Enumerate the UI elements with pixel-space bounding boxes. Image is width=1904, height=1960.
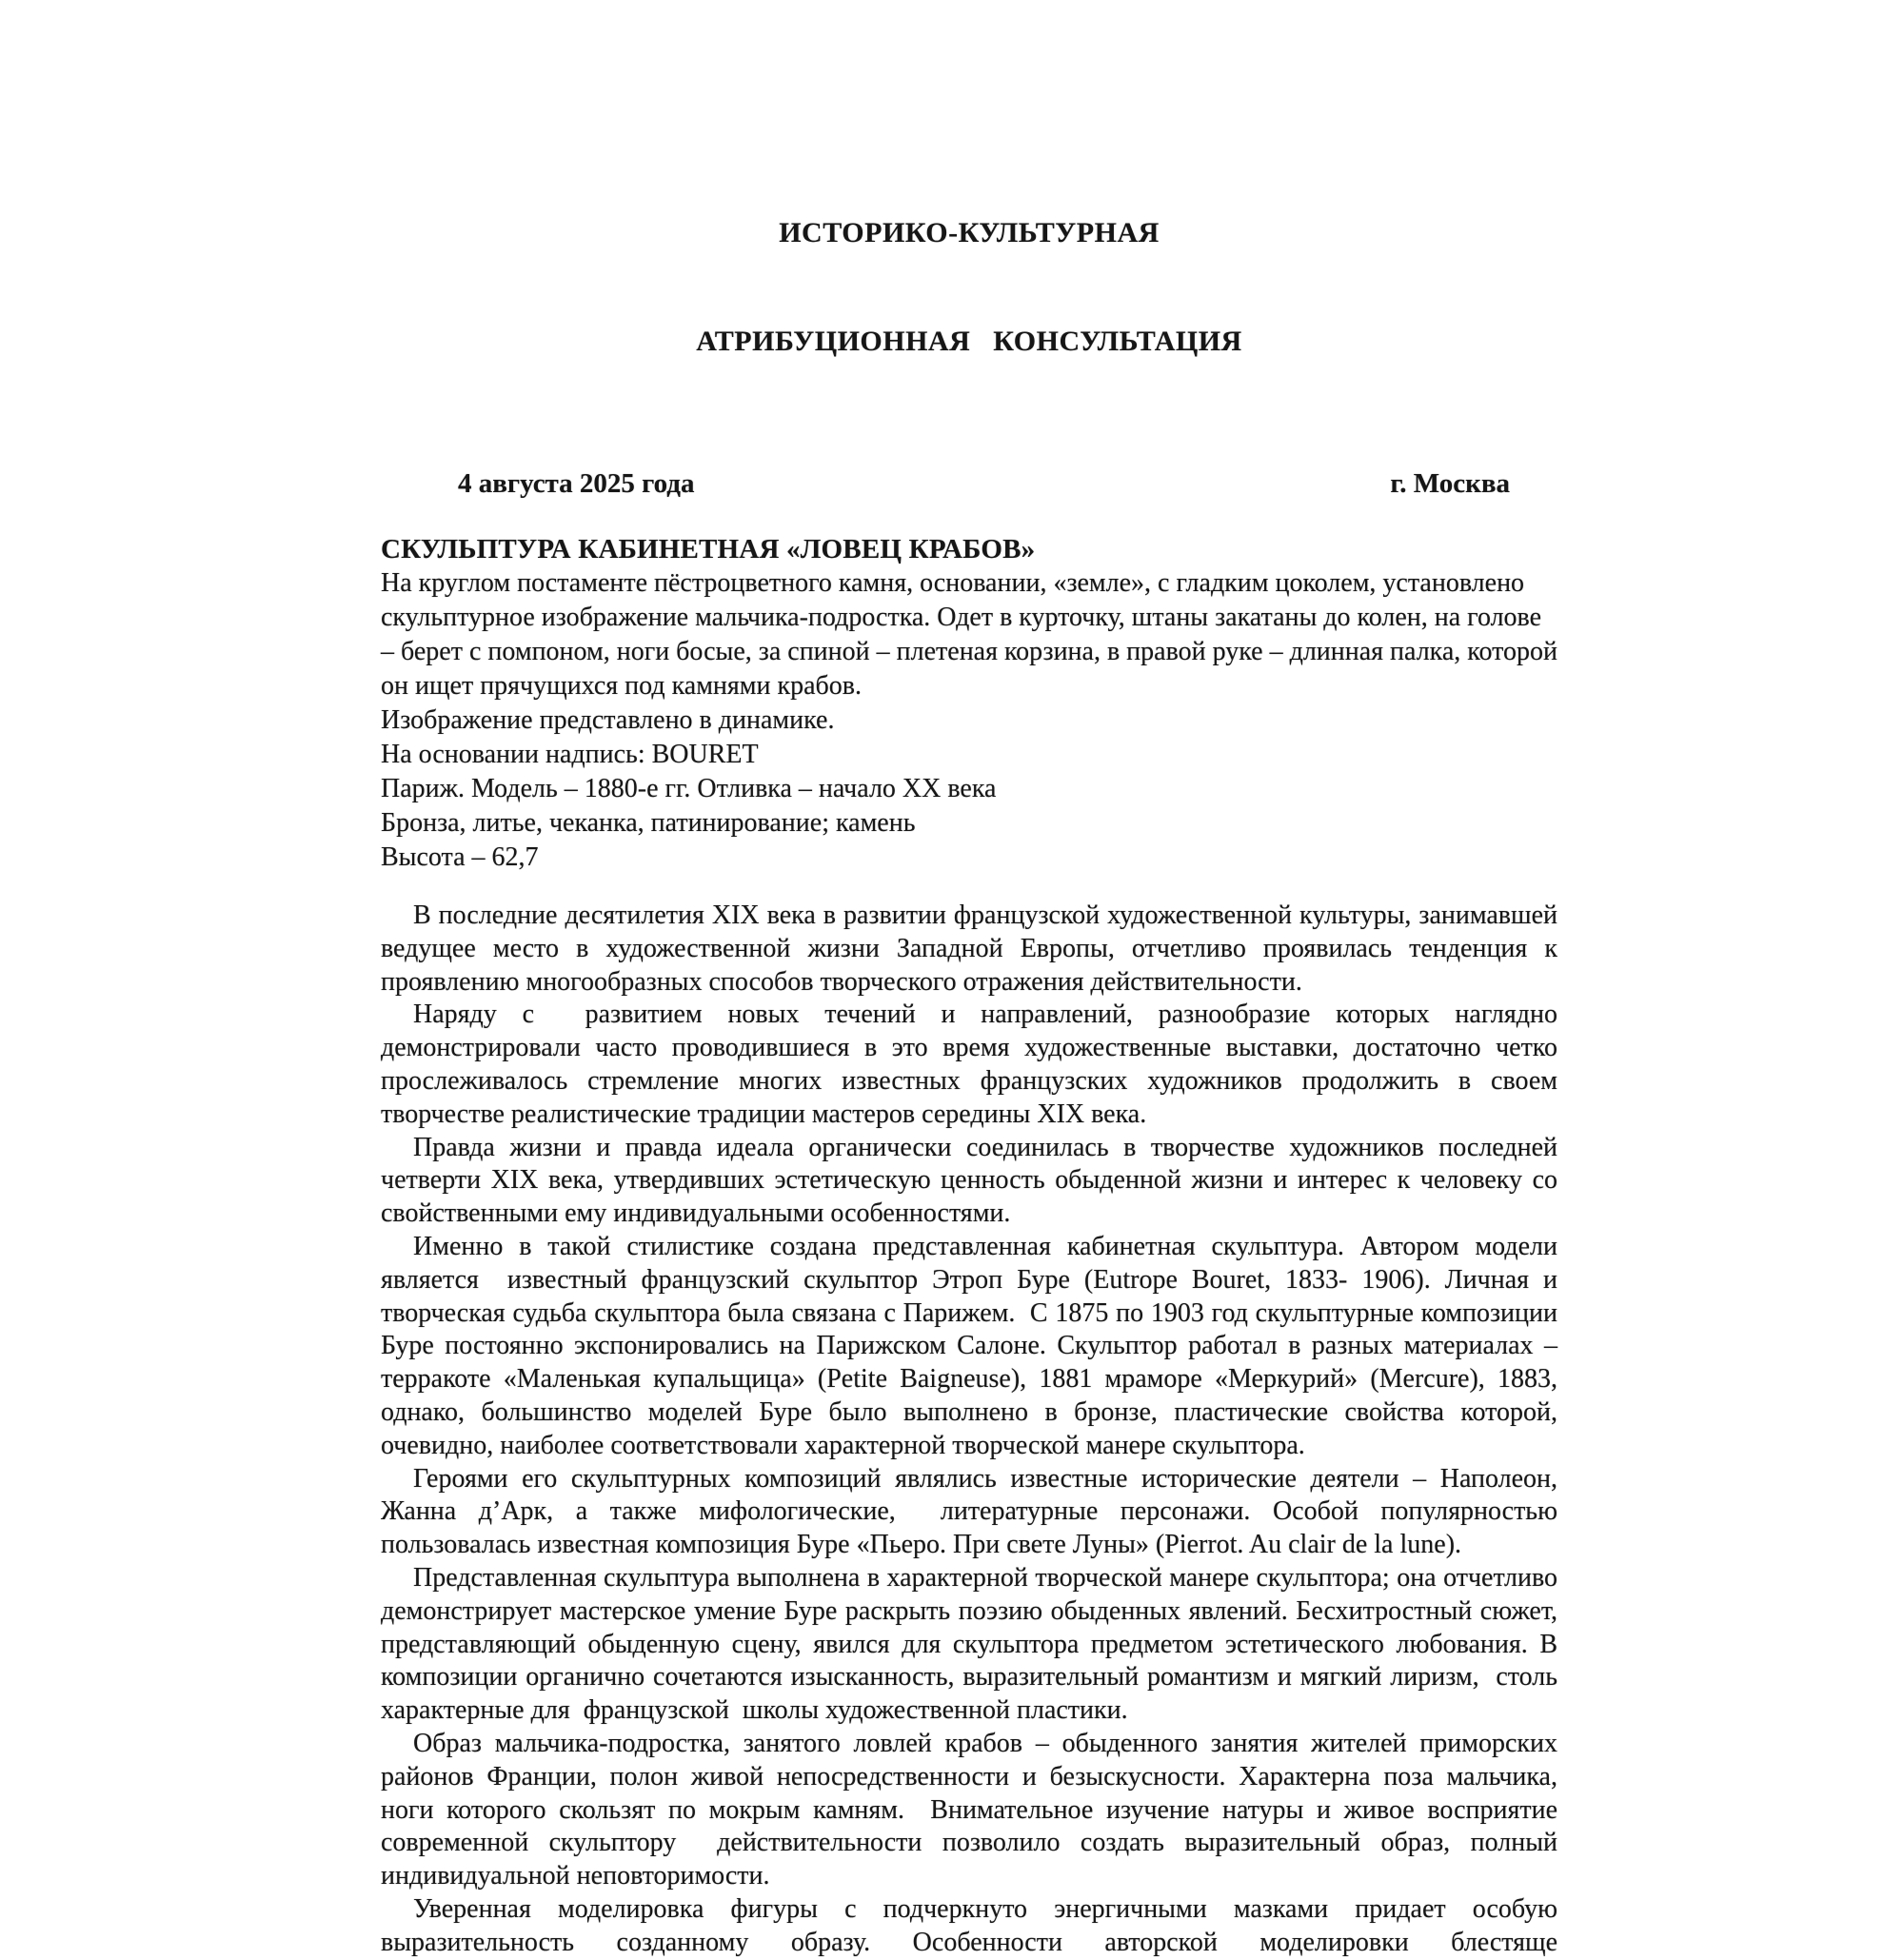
body-paragraph-1: В последние десятилетия XIX века в развитии французской художественной культуры, занимавшей ведущее место в художественной жизни Западной Европы, отчетливо проявилась тенденция к проявлению многообразных способов творческого отражения действительности. (381, 901, 1564, 997)
body-paragraph-5: Героями его скульптурных композиций являлись известные исторические деятели – Наполеон, Жанна д’Арк, а также мифологические, литературные персонажи. Особой популярностью пользовалась известная композиция Буре «Пьеро. При свете Луны» (Pierrot. Au clair de la lune). (381, 1463, 1564, 1560)
object-height-line: Высота – 62,7 (381, 842, 539, 872)
body-paragraph-4: Именно в такой стилистике создана представленная кабинетная скульптура. Автором модели является известный французский скульптор Этроп Буре (Eutrope Bouret, 1833- 1906). Личная и творческая судьба скульптора была связана с Парижем. С 1875 по 1903 год скульптурные композиции Буре постоянно экспонировались на Парижском Салоне. Скульптор работал в разных материалах – терракоте «Маленькая купальщица» (Petite Baigneuse), 1881 мраморе «Меркурий» (Mercure), 1883, однако, большинство моделей Буре было выполнено в бронзе, пластические свойства которой, очевидно, наиболее соответствовали характерной творческой манере скульптора. (381, 1231, 1564, 1460)
body-paragraph-3: Правда жизни и правда идеала органически соединилась в творчестве художников последней четверти XIX века, утвердивших эстетическую ценность обыденной жизни и интерес к человеку со свойственными ему индивидуальными особенностями. (381, 1132, 1564, 1229)
date-row (381, 466, 1557, 501)
body-paragraph-6: Представленная скульптура выполнена в характерной творческой манере скульптора; она отчетливо демонстрирует мастерское умение Буре раскрыть поэзию обыденных явлений. Бесхитростный сюжет, представляющий обыденную сцену, явился для скульптора предметом эстетического любования. В композиции органично сочетаются изысканность, выразительный романтизм и мягкий лиризм, столь характерные для французской школы художественной пластики. (381, 1562, 1564, 1726)
body-text (381, 900, 1564, 1960)
object-description: На круглом постаменте пёстроцветного камня, основании, «земле», с гладким цоколем, установлено скульптурное изображение мальчика-подростка. Одет в курточку, штаны закатаны до колен, на голове – берет с помпоном, ноги босые, за спиной – плетеная корзина, в правой руке – длинная палка, которой он ищет прячущихся под камнями крабов. (381, 568, 1564, 701)
object-materials-line: Бронза, литье, чеканка, патинирование; камень (381, 808, 916, 838)
object-heading: СКУЛЬПТУРА КАБИНЕТНАЯ «ЛОВЕЦ КРАБОВ» (381, 534, 1036, 564)
document-date: 4 августа 2025 года (458, 468, 695, 499)
title-line-1: ИСТОРИКО-КУЛЬТУРНАЯ (779, 217, 1160, 248)
body-paragraph-8: Уверенная моделировка фигуры с подчеркнуто энергичными мазками придает особую выразительность созданному образу. Особенности авторской моделировки блестяще (381, 1893, 1564, 1957)
object-dynamics-line: Изображение представлено в динамике. (381, 705, 835, 735)
object-origin-line: Париж. Модель – 1880-е гг. Отливка – начало XX века (381, 774, 997, 803)
title-line-2: АТРИБУЦИОННАЯ КОНСУЛЬТАЦИЯ (696, 326, 1242, 357)
document-title (381, 143, 1557, 432)
body-paragraph-7: Образ мальчика-подростка, занятого ловлей крабов – обыденного занятия жителей приморских районов Франции, полон живой непосредственности и безыскусности. Характерна поза мальчика, ноги которого скользят по мокрым камням. Внимательное изучение натуры и живое восприятие современной скульптору действительности позволило создать выразительный образ, полный индивидуальной неповторимости. (381, 1728, 1564, 1891)
object-inscription-line: На основании надпись: BOURET (381, 740, 759, 769)
body-paragraph-2: Наряду с развитием новых течений и направлений, разнообразие которых наглядно демонстрировали часто проводившиеся в это время художественные выставки, достаточно четко прослеживалось стремление многих известных французских художников продолжить в своем творчестве реалистические традиции мастеров середины XIX века. (381, 1000, 1564, 1129)
document-content (381, 143, 1564, 1960)
document-city: г. Москва (1390, 468, 1510, 499)
